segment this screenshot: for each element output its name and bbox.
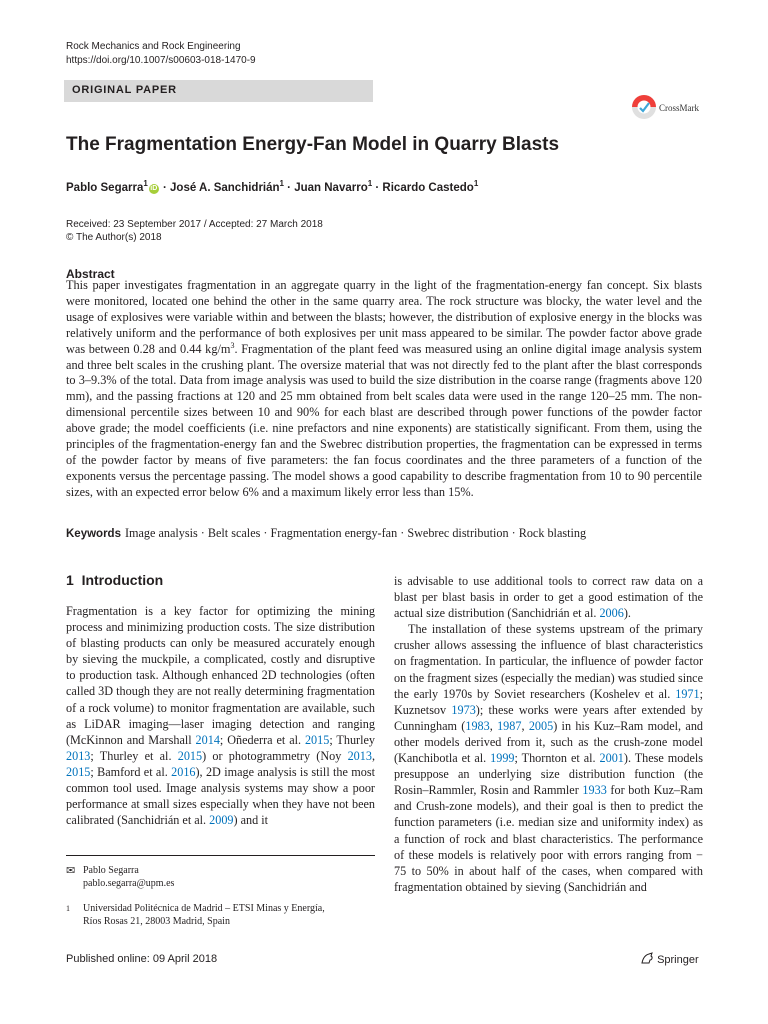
- citation-link[interactable]: 1987: [497, 718, 522, 733]
- keywords-list: Image analysis · Belt scales · Fragmentation energy-fan · Swebrec distribution · Rock blasting: [124, 526, 587, 540]
- contact-email[interactable]: pablo.segarra@upm.es: [83, 878, 175, 889]
- body-text: ). These models presuppose an underlying size distribution function (the Rosin–Rammler, Rosin and Rammler: [394, 751, 703, 798]
- citation-link[interactable]: 2015: [66, 764, 91, 779]
- citation-link[interactable]: 2015: [177, 748, 203, 763]
- author-affiliation-mark: 1: [473, 179, 479, 188]
- body-column-left: [66, 603, 375, 828]
- article-dates: [66, 218, 323, 244]
- body-text: ,: [521, 718, 529, 733]
- citation-link[interactable]: 2013: [347, 748, 372, 763]
- citation-link[interactable]: 2016: [171, 764, 196, 779]
- citation-link[interactable]: 2013: [66, 748, 91, 763]
- abstract-text: . Fragmentation of the plant feed was measured using an online digital image analysis system and three belt scales in the crushing plant. The oversize material that was not directly fed to the plant after the blast corresponds to 3–9.3% of the total. Data from image analysis was used to build the size distribution in the coarse range (fragments above 120 mm), and the passing fractions at 120 and 25 mm obtained from belt scales data were used in the range 120–25 mm. The non-dimensional percentile sizes between 10 and 90% for each blast are described through power functions of the powder factor above grade; the model coefficients (i.e. nine prefactors and nine exponents) are statistically significant. From them, using the principles of the fragmentation-energy fan and the Swebrec distribution properties, the fragmentation can be expressed in terms of the powder factor by means of five parameters: the fan focus coordinates and the three parameters of a function of the exponents versus the percentage passing. The model shows a good capability to describe fragmentation from 10 to 90 percentile sizes, with an expected error below 6% and a maximum likely error less than 15%.: [66, 341, 702, 499]
- author-name[interactable]: Ricardo Castedo: [382, 181, 474, 194]
- abstract-body: [66, 278, 702, 501]
- citation-link[interactable]: 2009: [209, 813, 234, 828]
- citation-link[interactable]: 2015: [304, 732, 330, 747]
- publisher-logo: [640, 952, 699, 966]
- crossmark-text: CrossMark: [659, 103, 699, 113]
- published-date: Published online: 09 April 2018: [66, 953, 218, 965]
- body-text: ,: [489, 718, 498, 733]
- orcid-icon[interactable]: iD: [150, 184, 158, 192]
- body-text: Fragmentation is a key factor for optimizing the mining process and minimizing production costs. The size distribution of blasting products can only be measured accurately enough by sieving the muckpile, a complicated, costly and disruptive to production task. Although enhanced 2D technologies (often called 3D though they are not really determining fragmentation of a rock volume) to monitor fragmentation are available, such as LiDAR imaging—laser imaging detection and ranging (McKinnon and Marshall: [66, 604, 375, 747]
- body-text: ) or photogrammetry (Noy: [202, 748, 348, 763]
- body-text: ; Bamford et al.: [90, 764, 172, 779]
- body-text: ); these works were years after extended by Cunningham (: [394, 702, 704, 733]
- body-text: The installation of these systems upstream of the primary crusher allows assessing the influence of blast characteristics on fragmentation. In particular, the influence of powder factor on the fragment sizes (especially the median) was studied since the early 1970s by Soviet researchers (Koshelev et al.: [394, 622, 703, 701]
- received-accepted-dates: Received: 23 September 2017 / Accepted: 27 March 2018: [66, 219, 323, 230]
- crossmark-icon: [630, 92, 740, 122]
- abstract-text: This paper investigates fragmentation in an aggregate quarry in the light of the fragmentation-energy fan concept. Six blasts were monitored, located one behind the other in the same quarry area. The rock structure was blocky, the water level and the usage of explosives were variable within and between the blasts; however, the distribution of explosive energy in the blocks was relatively uniform and the performance of both explosives per unit mass appeared to be similar. The powder factor above grade was between 0.28 and 0.44 kg/m: [66, 278, 702, 356]
- author-name[interactable]: Pablo Segarra: [66, 181, 144, 194]
- citation-link[interactable]: 1983: [465, 718, 490, 733]
- affiliation-line: Universidad Politécnica de Madrid – ETSI Minas y Energía,: [83, 903, 325, 914]
- body-paragraph: [66, 603, 375, 828]
- author-name[interactable]: Juan Navarro: [294, 181, 368, 194]
- citation-link[interactable]: 2006: [599, 606, 624, 621]
- body-text: for both Kuz–Ram and Crush-zone models), and their goal is then to predict the function parameters (i.e. median size and uniformity index) as a function of rock and blast characteristics. The performance of these models is relatively poor with errors ranging from − 75 to 50% in about half of the cases, when compared with fragmentation obtained by sieving (Sanchidrián and: [394, 783, 703, 894]
- keywords-label: Keywords: [66, 528, 121, 540]
- keywords-line: [66, 526, 726, 541]
- author-affiliation-mark: 1: [143, 179, 148, 188]
- affiliation-number: 1: [66, 904, 70, 913]
- journal-header: [66, 40, 256, 68]
- citation-link[interactable]: 1973: [451, 702, 476, 717]
- body-text: ) and it: [233, 813, 269, 828]
- crossmark-badge[interactable]: [630, 92, 740, 122]
- footnote-rule: [66, 855, 375, 856]
- publisher-name: Springer: [657, 954, 699, 966]
- citation-link[interactable]: 2001: [599, 751, 624, 766]
- body-paragraph: [394, 573, 703, 621]
- envelope-icon: ✉: [66, 865, 76, 877]
- section-title: Introduction: [81, 572, 164, 588]
- body-text: ; Kuznetsov: [394, 686, 703, 717]
- paper-title: The Fragmentation Energy-Fan Model in Quarry Blasts: [66, 134, 560, 155]
- citation-link[interactable]: 1971: [675, 686, 700, 701]
- body-text: ,: [371, 748, 375, 763]
- superscript: 3: [230, 340, 235, 350]
- copyright-notice: © The Author(s) 2018: [66, 232, 162, 243]
- affiliation-line: Ríos Rosas 21, 28003 Madrid, Spain: [83, 916, 230, 927]
- body-text: ) in his Kuz–Ram model, and other models derived from it, such as the crush-zone model (Kanchibotla et al.: [394, 718, 704, 766]
- journal-doi[interactable]: https://doi.org/10.1007/s00603-018-1470-9: [66, 55, 256, 66]
- body-text: ; Thurley et al.: [90, 748, 178, 763]
- body-text: ).: [623, 606, 631, 621]
- contact-name: Pablo Segarra: [83, 865, 139, 876]
- body-text: is advisable to use additional tools to correct raw data on a blast per blast basis in order to get a good estimation of the actual size distribution (Sanchidrián et al.: [394, 574, 703, 621]
- section-heading: [66, 572, 163, 588]
- abstract-heading: Abstract: [66, 267, 115, 281]
- article-type-label: ORIGINAL PAPER: [72, 84, 177, 96]
- journal-name: Rock Mechanics and Rock Engineering: [66, 41, 241, 52]
- springer-horse-icon: [640, 952, 654, 964]
- body-text: ; Thurley: [329, 732, 375, 747]
- citation-link[interactable]: 2014: [195, 732, 220, 747]
- citation-link[interactable]: 1999: [490, 751, 515, 766]
- author-list: Pablo Segarra$^1$iD · José A. Sanchidrián$^1$ · Juan Navarro$^1$ · Ricardo Castedo$^1$: [66, 179, 479, 194]
- article-type-banner: [64, 80, 373, 102]
- author-affiliation-mark: 1: [279, 179, 284, 188]
- section-number: 1: [66, 572, 74, 588]
- body-paragraph: [394, 621, 703, 895]
- author-name[interactable]: José A. Sanchidrián: [170, 181, 280, 194]
- body-text: ), 2D image analysis is still the most common tool used. Image analysis systems may show a poor performance at small sizes especially when they have not been calibrated (Sanchidrián et al.: [66, 764, 375, 828]
- citation-link[interactable]: 1933: [582, 783, 607, 798]
- body-column-right: [394, 573, 703, 895]
- citation-link[interactable]: 2005: [528, 718, 554, 733]
- body-text: ; Thornton et al.: [514, 751, 600, 766]
- author-affiliation-mark: 1: [367, 179, 373, 188]
- body-text: ; Oñederra et al.: [219, 732, 305, 747]
